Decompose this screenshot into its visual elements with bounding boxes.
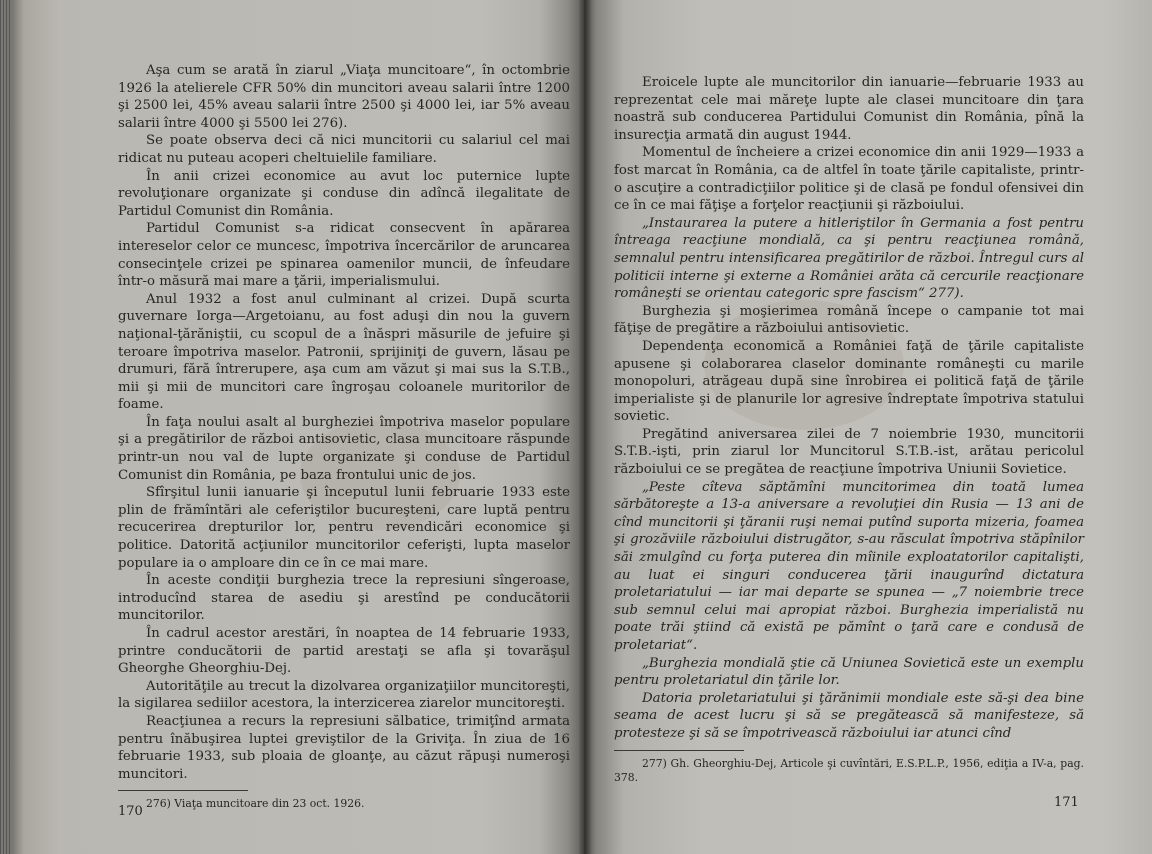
quote-paragraph: Datoria proletariatului şi ţărănimii mondiale este să-şi dea bine seama de acest lucru şi să se pregătească să manifesteze, să protesteze şi să se împotrivească războiului iar atunci cînd [614,690,1084,741]
paragraph: Anul 1932 a fost anul culminant al crizei. După scurta guvernare Iorga—Argetoianu, au fost aduşi din nou la guvern naţional-ţărăniştii, cu scopul de a înăspri măsurile de jefuire şi teroare împotriva maselor. Patronii, sprijiniţi de guvern, lăsau pe drumuri, fără întrerupere, aşa cum am văzut şi mai sus la S.T.B., mii şi mii de muncitori care îngroşau coloanele muritorilor de foame. [118,291,570,413]
footnote: 276) Viaţa muncitoare din 23 oct. 1926. [146,797,365,811]
left-page-text [118,62,570,811]
right-page-text [614,74,1084,785]
paragraph: Pregătind aniversarea zilei de 7 noiembrie 1930, muncitorii S.T.B.-işti, prin ziarul lor Muncitorul S.T.B.-ist, arătau pericolul războiului ce se pregătea de reacţiune împotriva Uniunii Sovietice. [614,426,1084,478]
paragraph: Autorităţile au trecut la dizolvarea organizaţiilor muncitoreşti, la sigilarea sediilor acestora, la interzicerea ziarelor muncitoreşti. [118,678,570,712]
paragraph: Momentul de încheiere a crizei economice din anii 1929—1933 a fost marcat în România, ca de altfel în toate ţările capitaliste, printr-o ascuţire a contradicţiilor politice şi de clasă pe fondul ofensivei din ce în ce mai făţişe a forţelor reacţiunii şi războiului. [614,145,1084,214]
footnote: 277) Gh. Gheorghiu-Dej, Articole şi cuvîntări, E.S.P.L.P., 1956, ediţia a IV-a, pag. 378. [614,756,1084,784]
right-page [584,0,1152,854]
paragraph: Eroicele lupte ale muncitorilor din ianuarie—februarie 1933 au reprezentat cele mai măreţe lupte ale clasei muncitoare din ţara noastră sub conducerea Partidului Comunist din România, pînă la insurecţia armată din august 1944. [614,75,1084,143]
paragraph: Reacţiunea a recurs la represiuni sălbatice, trimiţînd armata pentru înăbuşirea luptei greviştilor de la Griviţa. În ziua de 16 februarie 1933, sub ploaia de gloanţe, au căzut răpuşi numeroşi muncitori. [118,713,570,782]
quote-paragraph: „Burghezia mondială ştie că Uniunea Sovietică este un exemplu pentru proletariatul din ţările lor. [614,655,1084,689]
paragraph: În faţa noului asalt al burgheziei împotriva maselor populare şi a pregătirilor de război antisovietic, clasa muncitoare răspunde printr-un nou val de lupte organizate şi conduse de Partidul Comunist din România, pe baza frontului unic de jos. [118,414,570,483]
paragraph: În cadrul acestor arestări, în noaptea de 14 februarie 1933, printre conducătorii de partid arestaţi se afla şi tovarăşul Gheorghe Gheorghiu-Dej. [118,626,570,677]
quote-paragraph: „Peste cîteva săptămîni muncitorimea din toată lumea sărbătoreşte a 13-a aniversare a revoluţiei din Rusia — 13 ani de cînd muncitorii şi ţăranii ruşi nemai putînd suporta mizeria, foamea şi grozăviile războiului distrugător, s-au răsculat împotriva stăpînilor săi zmulgînd cu forţa puterea din mîinile exploatatorilor capitalişti, au luat ei singuri conducerea ţării inaugurînd dictatura proletariatului — iar mai departe se spunea — „7 noiembrie trece sub semnul celui mai apropiat război. Burghezia imperialistă nu poate trăi ştiind că există pe pămînt o ţară care e condusă de proletariat“. [614,479,1084,653]
footnote-rule [614,750,744,751]
footnote-rule [118,790,248,791]
paragraph: Burghezia şi moşierimea română începe o campanie tot mai făţişe de pregătire a războiului antisovietic. [614,303,1084,337]
paragraph: Dependenţa economică a României faţă de ţările capitaliste apusene şi colaborarea claselor dominante româneşti cu marile monopoluri, atrăgeau după sine înrobirea ei politică faţă de ţările imperialiste şi de planurile lor agresive îndreptate împotriva statului sovietic. [614,338,1084,425]
quote-paragraph: „Instaurarea la putere a hitleriştilor în Germania a fost pentru întreaga reacţiune mondială, ca şi pentru reacţiunea română, semnalul pentru intensificarea pregătirilor de război. Întregul curs al politicii interne şi externe a României arăta că cercurile reacţionare româneşti se orientau categoric spre fascism“ 277). [614,215,1084,302]
paragraph: În aceste condiţii burghezia trece la represiuni sîngeroase, introducînd starea de asediu şi arestînd pe conducătorii muncitorilor. [118,573,570,624]
book-gutter [578,0,592,854]
paragraph: Aşa cum se arată în ziarul „Viaţa muncitoare“, în octombrie 1926 la atelierele CFR 50% din muncitori aveau salarii între 1200 şi 2500 lei, 45% aveau salarii între 2500 şi 4000 lei, iar 5% aveau salarii între 4000 şi 5500 lei 276). [118,63,570,131]
page-number: 171 [1054,795,1079,810]
page-number: 170 [118,804,143,819]
paragraph: Sfîrşitul lunii ianuarie şi începutul lunii februarie 1933 este plin de frămîntări ale ceferiştilor bucureşteni, care luptă pentru recucerirea drepturilor lor, pentru revendicări economice şi politice. Datorită acţiunilor muncitorilor ceferişti, lupta maselor populare ia o amploare din ce în ce mai mare. [118,485,570,571]
paragraph: În anii crizei economice au avut loc puternice lupte revoluţionare organizate şi conduse din adîncă ilegalitate de Partidul Comunist din România. [118,168,570,219]
paragraph: Se poate observa deci că nici muncitorii cu salariul cel mai ridicat nu puteau acoperi cheltuielile familiare. [118,133,570,166]
paragraph: Partidul Comunist s-a ridicat consecvent în apărarea intereselor celor ce muncesc, împotriva încercărilor de aruncarea consecinţele crizei pe spinarea oamenilor muncii, de înfeudare într-o măsură mai mare a ţării, imperialismului. [118,221,570,290]
page-edge [0,0,12,854]
